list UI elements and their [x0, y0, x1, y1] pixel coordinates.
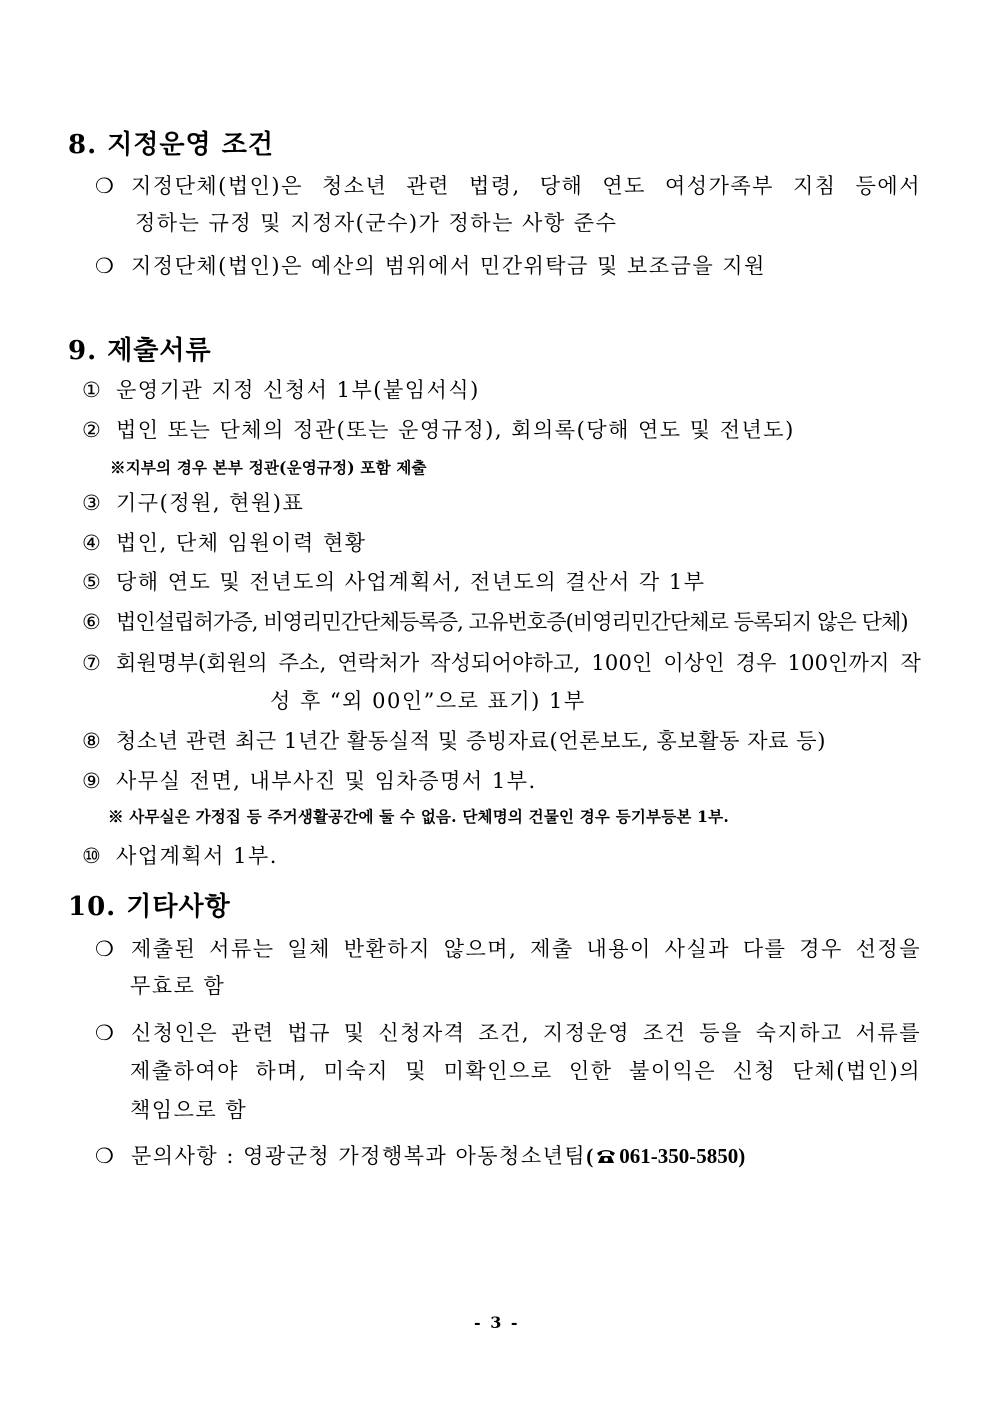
item-text: 지정단체(법인)은 예산의 범위에서 민간위탁금 및 보조금을 지원 [131, 254, 766, 278]
list-item [82, 647, 921, 677]
list-item [82, 606, 908, 636]
list-item [82, 566, 706, 596]
list-item [82, 765, 537, 795]
item-text: 법인설립허가증, 비영리민간단체등록증, 고유번호증(비영리민간단체로 등록되지 않은 단체) [116, 610, 908, 634]
item-text: 지정단체(법인)은 청소년 관련 법령, 당해 연도 여성가족부 지침 등에서 [131, 174, 921, 198]
list-item [82, 487, 304, 517]
list-item [82, 725, 826, 755]
bullet-circle-icon: ❍ [95, 254, 116, 278]
item-text-continued: 성 후 “외 00인”으로 표기) 1부 [270, 689, 586, 713]
page-number: - 3 - [474, 1313, 520, 1332]
item-text-continued [130, 1055, 921, 1085]
contact-label: 문의사항 : 영광군청 가정행복과 아동청소년팀 [131, 1144, 587, 1168]
item-text: 회원명부(회원의 주소, 연락처가 작성되어야하고, 100인 이상인 경우 100인까지 작 [116, 651, 921, 675]
section-9-heading: 9. 제출서류 [68, 336, 212, 366]
item-text: 운영기관 지정 신청서 1부(붙임서식) [116, 378, 480, 402]
item-number: ① [82, 378, 103, 402]
item-text: 당해 연도 및 전년도의 사업계획서, 전년도의 결산서 각 1부 [116, 570, 706, 594]
item-text: 신청인은 관련 법규 및 신청자격 조건, 지정운영 조건 등을 숙지하고 서류를 [131, 1021, 921, 1045]
item-text: 사무실 전면, 내부사진 및 임차증명서 1부. [116, 769, 537, 793]
list-item [95, 933, 921, 963]
list-item [95, 1017, 921, 1047]
item-number: ② [82, 418, 103, 442]
item-number: ⑩ [82, 844, 103, 868]
item-text: 제출된 서류는 일체 반환하지 않으며, 제출 내용이 사실과 다를 경우 선정을 [131, 937, 921, 961]
bullet-circle-icon: ❍ [95, 1021, 116, 1045]
item-number: ④ [82, 531, 103, 555]
phone-number: 061-350-5850 [619, 1144, 739, 1168]
note: ※지부의 경우 본부 정관(운영규정) 포함 제출 [110, 458, 427, 477]
item-text: 법인 또는 단체의 정관(또는 운영규정), 회의록(당해 연도 및 전년도) [116, 418, 795, 442]
section-10-heading: 10. 기타사항 [68, 892, 231, 922]
item-text: 법인, 단체 임원이력 현황 [116, 531, 367, 555]
bullet-circle-icon: ❍ [95, 1144, 116, 1168]
item-text-continued: 무효로 함 [130, 974, 226, 998]
item-text: 청소년 관련 최근 1년간 활동실적 및 증빙자료(언론보도, 홍보활동 자료 등) [116, 729, 826, 753]
note: ※ 사무실은 가정집 등 주거생활공간에 둘 수 없음. 단체명의 건물인 경우 등기부등본 1부. [108, 807, 729, 826]
list-item [95, 170, 921, 200]
item-number: ⑥ [82, 610, 100, 634]
item-number: ⑤ [82, 570, 103, 594]
list-item: ❍ 문의사항 : 영광군청 가정행복과 아동청소년팀( 061-350-5850) [95, 1144, 746, 1168]
item-text-continued: 책임으로 함 [130, 1098, 248, 1122]
item-text: 기구(정원, 현원)표 [116, 491, 305, 515]
list-item [95, 250, 766, 280]
item-text: 사업계획서 1부. [116, 844, 278, 868]
bullet-circle-icon: ❍ [95, 937, 116, 961]
item-number: ③ [82, 491, 103, 515]
item-number: ⑨ [82, 769, 103, 793]
telephone-icon [595, 1148, 617, 1164]
list-item [82, 527, 367, 557]
list-item [82, 414, 795, 444]
item-number: ⑦ [82, 651, 102, 675]
section-8-heading: 8. 지정운영 조건 [68, 130, 274, 160]
item-text-continued: 정하는 규정 및 지정자(군수)가 정하는 사항 준수 [135, 211, 618, 235]
bullet-circle-icon: ❍ [95, 174, 116, 198]
list-item [82, 840, 278, 870]
item-text: 제출하여야 하며, 미숙지 및 미확인으로 인한 불이익은 신청 단체(법인)의 [130, 1059, 921, 1083]
item-number: ⑧ [82, 729, 102, 753]
list-item [82, 374, 480, 404]
